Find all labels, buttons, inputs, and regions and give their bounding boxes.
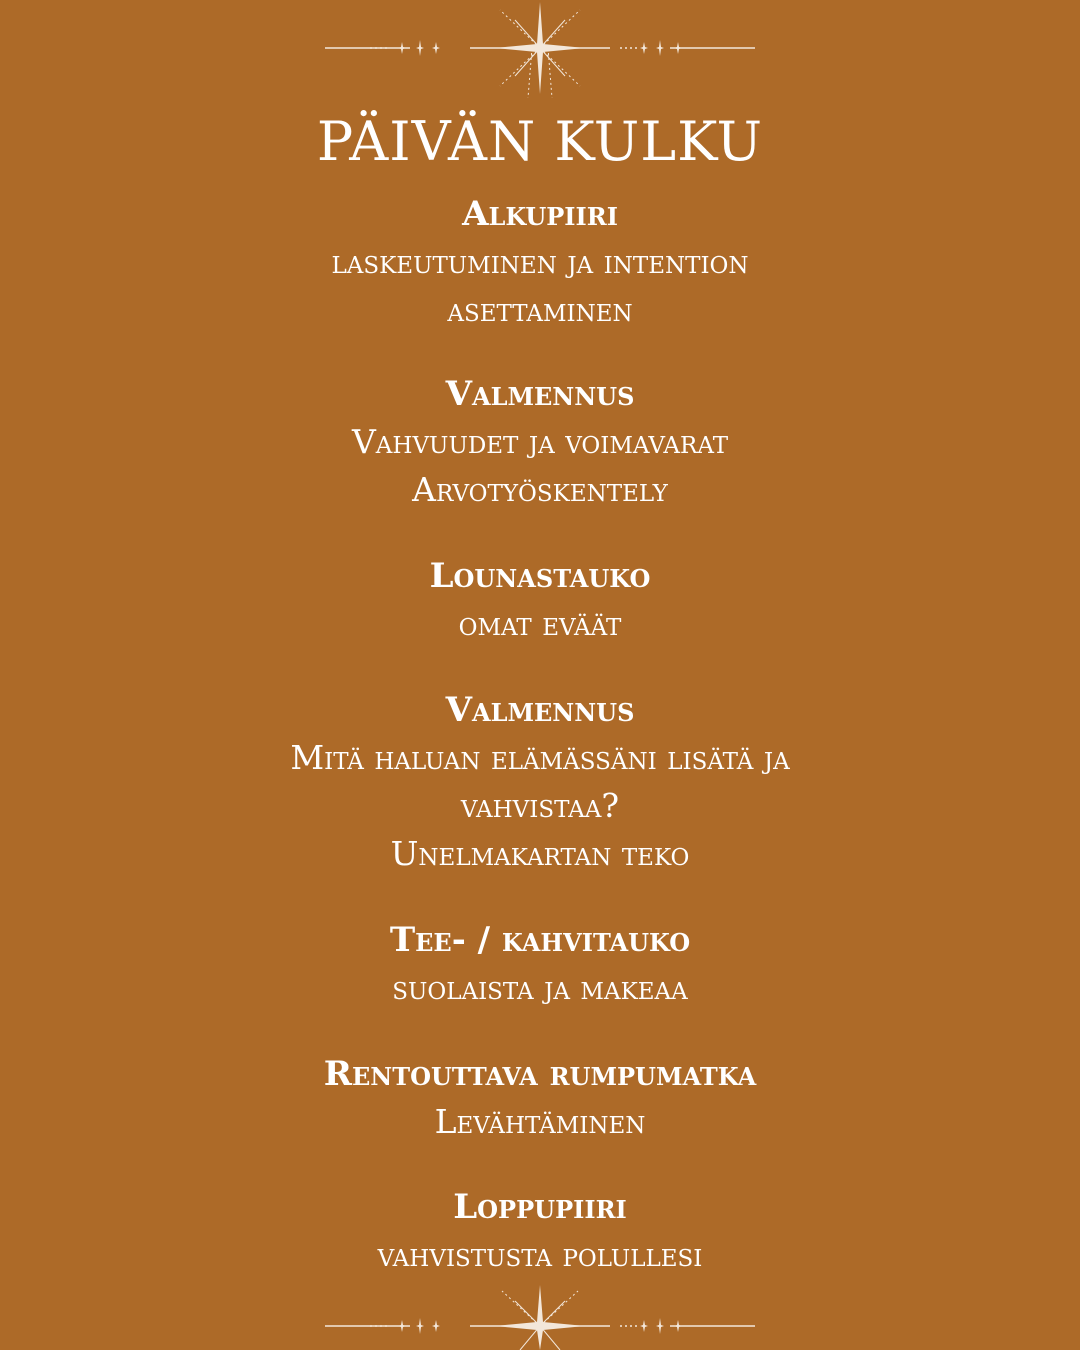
schedule-item-line: Levähtäminen [434, 1102, 646, 1141]
schedule-item-1 [0, 196, 1080, 334]
schedule-item-line: Mitä haluan elämässäni lisätä ja [290, 738, 790, 777]
schedule-item-heading: Alkupiiri [462, 194, 618, 234]
schedule-item-line: Arvotyöskentely [412, 470, 668, 509]
schedule-item-heading: Valmennus [445, 374, 635, 414]
schedule-item-line: vahvistaa? [460, 786, 620, 825]
schedule-item-line: asettaminen [447, 290, 633, 329]
schedule-item-3 [0, 558, 1080, 648]
schedule-item-line: Unelmakartan teko [390, 834, 690, 873]
page-title: PÄIVÄN KULKU [316, 110, 764, 173]
schedule-item-line: vahvistusta polullesi [377, 1235, 703, 1274]
schedule-item-heading: Rentouttava rumpumatka [323, 1054, 757, 1094]
top-ornament [320, 0, 760, 100]
schedule-item-heading: Valmennus [445, 690, 635, 730]
schedule-item-line: suolaista ja makeaa [392, 968, 688, 1007]
schedule-item-line: laskeutuminen ja intention [331, 242, 749, 281]
schedule-item-line: omat eväät [458, 604, 622, 643]
schedule-item-4 [0, 692, 1080, 878]
bottom-ornament [320, 1275, 760, 1350]
schedule-item-heading: Lounastauko [429, 556, 651, 596]
schedule-item-line: Vahvuudet ja voimavarat [351, 422, 729, 461]
schedule-item-5 [0, 922, 1080, 1012]
schedule-item-heading: Tee- / kahvitauko [389, 920, 691, 960]
schedule-item-2 [0, 376, 1080, 514]
schedule-item-heading: Loppupiiri [453, 1187, 627, 1227]
schedule-item-6 [0, 1056, 1080, 1146]
schedule-item-7 [0, 1189, 1080, 1279]
